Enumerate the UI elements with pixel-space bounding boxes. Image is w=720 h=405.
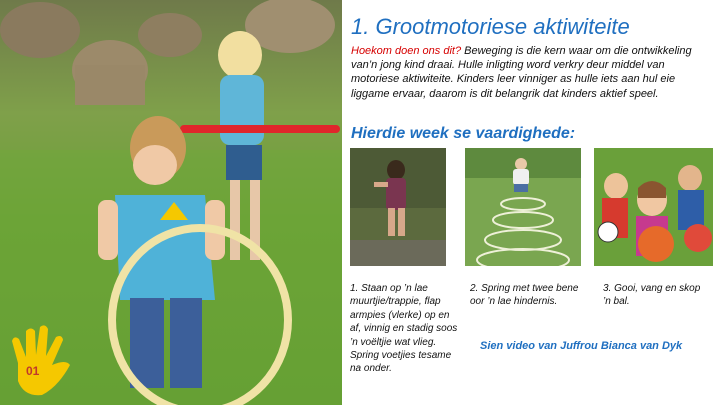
activity-caption-2: 2. Spring met twee bene oor ’n lae hindernis. (470, 283, 579, 308)
hoop-jumping-photo (465, 148, 581, 266)
activity-caption-3: 3. Gooi, vang en skop ’n bal. (603, 283, 701, 308)
children-with-ball-photo (594, 148, 713, 266)
video-link[interactable]: Sien video van Juffrou Bianca van Dyk (480, 340, 683, 352)
logo-number: 01 (26, 364, 40, 378)
skills-heading: Hierdie week se vaardighede: (351, 125, 576, 142)
intro-body: Beweging is die kern waar om die ontwikkeling van’n jong kind draai. Hulle inligting word verkry deur middel van motoriese aktiwiteite. Kinders leer vinniger as hulle iets aan hul eie liggame ervaar, daarom is dit belangrik dat kinders aktief speel. (351, 45, 692, 100)
child-jumping-photo (350, 148, 446, 266)
intro-question: Hoekom doen ons dit? (351, 45, 462, 57)
activity-caption-1: 1. Staan op ’n lae muurtjie/trappie, flap armpies (vlerke) op en af, vinnig en stadig soos ’n voëltjie wat vlieg. Spring voetjies tesame na onder. (350, 283, 458, 375)
yellow-hand-logo-icon (8, 323, 74, 399)
intro-paragraph (351, 44, 701, 101)
page-title: 1. Grootmotoriese aktiwiteite (351, 14, 630, 39)
